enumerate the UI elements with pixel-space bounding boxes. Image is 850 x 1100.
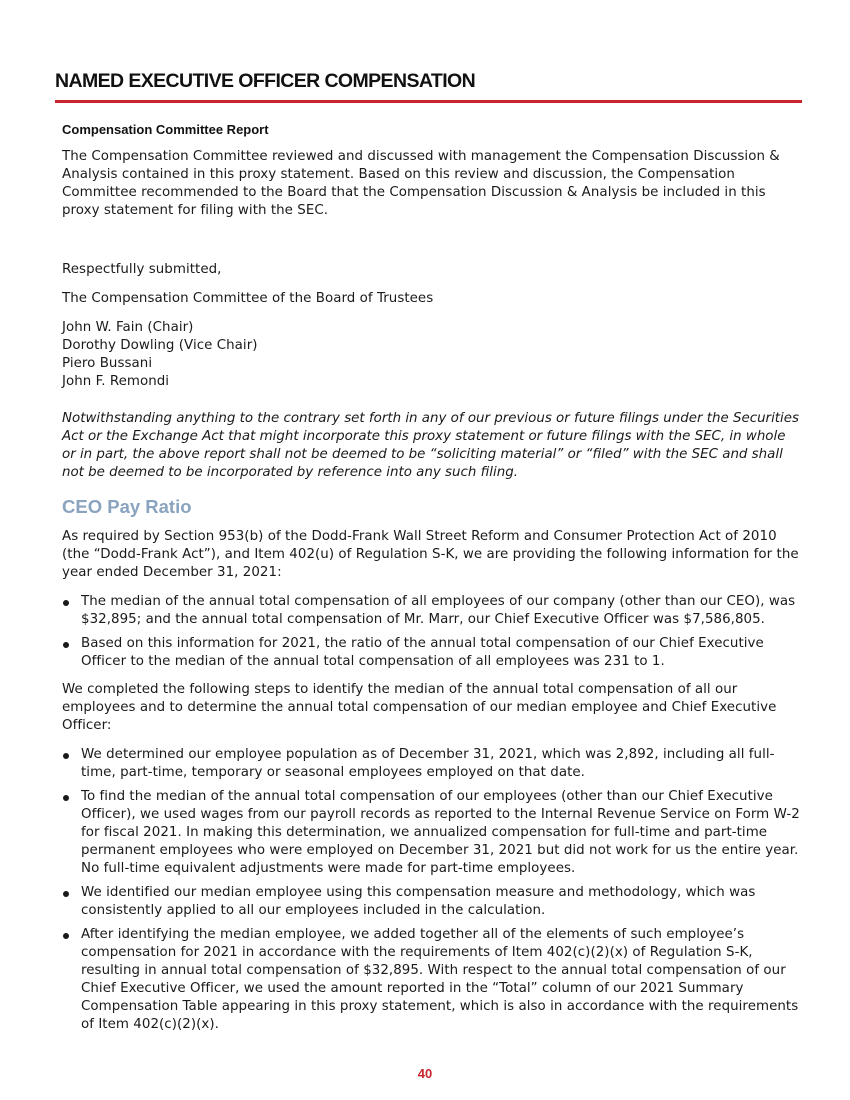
list-item-text: To find the median of the annual total compensation of our employees (other than our Chief Executive Officer), we used wages from our payroll records as reported to the Internal Revenue Service on Form W-2 for fiscal 2021. In making this determination, we annualized compensation for full-time and part-time permanent employees who were employed on December 31, 2021 but did not work for us the entire year. No full-time equivalent adjustments were made for part-time employees. [81,789,800,876]
report-subheading: Compensation Committee Report [62,122,269,137]
ceo-pay-ratio-heading: CEO Pay Ratio [62,496,192,517]
list-item [62,746,800,782]
list-item-text: Based on this information for 2021, the ratio of the annual total compensation of our Chief Executive Officer to the median of the annual total compensation of all employees was 231 to 1. [81,636,764,669]
list-item [62,884,800,920]
ceo-pay-ratio-intro: As required by Section 953(b) of the Dodd-Frank Wall Street Reform and Consumer Protection Act of 2010 (the “Dodd-Frank Act”), and Item 402(u) of Regulation S-K, we are providing the following information for the year ended December 31, 2021: [62,529,799,580]
list-item [62,926,800,1034]
list-item [62,635,800,671]
list-item [62,593,800,629]
member-name: John W. Fain (Chair) [62,320,194,335]
list-item-text: After identifying the median employee, we added together all of the elements of such employee’s compensation for 2021 in accordance with the requirements of Item 402(c)(2)(x) of Regulation S-K, resulting in annual total compensation of $32,895. With respect to the annual total compensation of our Chief Executive Officer, we used the amount reported in the “Total” column of our 2021 Summary Compensation Table appearing in this proxy statement, which is also in accordance with the requirements of Item 402(c)(2)(x). [81,927,799,1032]
report-paragraph: The Compensation Committee reviewed and discussed with management the Compensation Discussion & Analysis contained in this proxy statement. Based on this review and discussion, the Compensation Committee recommended to the Board that the Compensation Discussion & Analysis be included in this proxy statement for filing with the SEC. [62,149,780,218]
committee-name: The Compensation Committee of the Board of Trustees [62,291,434,306]
steps-intro: We completed the following steps to identify the median of the annual total compensation of all our employees and to determine the annual total compensation of our median employee and Chief Executive Officer: [62,682,777,733]
bullet-icon [63,600,69,606]
member-name: John F. Remondi [62,374,170,389]
methodology-steps-list [62,746,800,1034]
bullet-icon [63,891,69,897]
closing-line: Respectfully submitted, [62,262,222,277]
bullet-icon [63,753,69,759]
legal-disclaimer: Notwithstanding anything to the contrary set forth in any of our previous or future filings under the Securities Act or the Exchange Act that might incorporate this proxy statement or future filings with the SEC, in whole or in part, the above report shall not be deemed to be “soliciting material” or “filed” with the SEC and shall not be deemed to be incorporated by reference into any such filing. [62,411,799,480]
member-name: Piero Bussani [62,356,153,371]
pay-ratio-results-list [62,593,800,671]
title-divider [55,100,802,103]
list-item-text: We identified our median employee using this compensation measure and methodology, which was consistently applied to all our employees included in the calculation. [81,885,756,918]
document-body [62,122,800,1044]
list-item-text: The median of the annual total compensation of all employees of our company (other than our CEO), was $32,895; and the annual total compensation of Mr. Marr, our Chief Executive Officer was $7,586,805. [81,594,796,627]
list-item [62,788,800,878]
bullet-icon [63,642,69,648]
committee-members [62,319,800,391]
bullet-icon [63,795,69,801]
member-name: Dorothy Dowling (Vice Chair) [62,338,258,353]
page-title: NAMED EXECUTIVE OFFICER COMPENSATION [55,70,476,92]
bullet-icon [63,933,69,939]
list-item-text: We determined our employee population as of December 31, 2021, which was 2,892, including all full-time, part-time, temporary or seasonal employees employed on that date. [81,747,775,780]
page-number: 40 [417,1066,433,1081]
